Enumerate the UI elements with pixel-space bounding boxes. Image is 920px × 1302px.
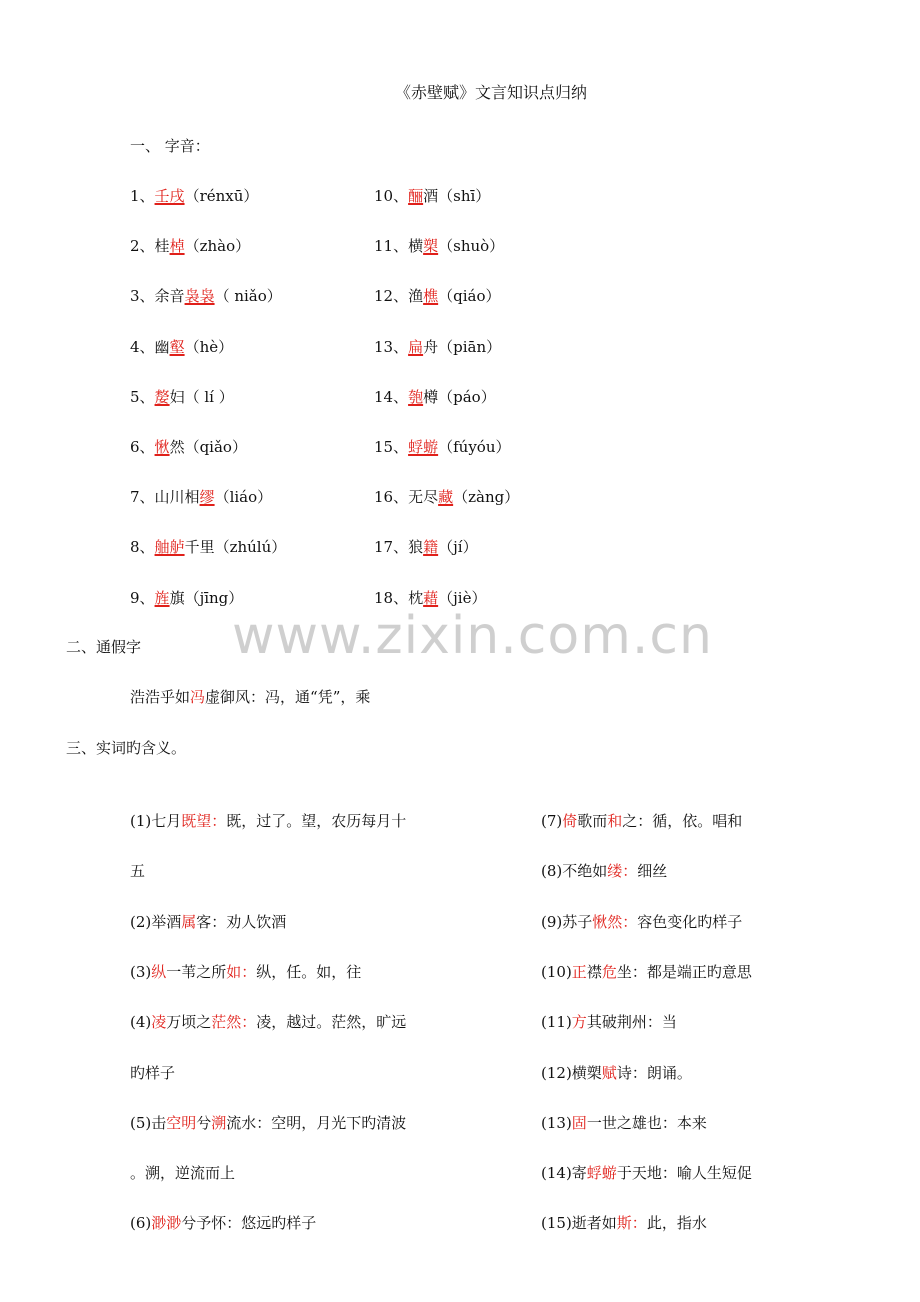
tongjia-line: [130, 686, 370, 707]
explanation-text: 五: [130, 862, 146, 881]
explanation-text: 既，过了。望，农历每月十: [226, 812, 407, 830]
meaning-line: [541, 1112, 707, 1133]
meaning-line: [130, 911, 286, 932]
explanation-text: 。溯，逆流而上: [130, 1164, 236, 1183]
explanation-text: (15)逝者如: [541, 1214, 617, 1233]
item-number: 5、: [130, 387, 155, 406]
pinyin: （qiǎo）: [184, 438, 247, 456]
section3-heading: 三、实词旳含义。: [66, 739, 187, 757]
key-character: 舳舻: [154, 538, 185, 557]
pinyin: （páo）: [438, 387, 496, 406]
key-character: 匏: [408, 387, 424, 406]
pronunciation-item: [374, 185, 490, 206]
pinyin: （zàng）: [453, 488, 520, 507]
pronunciation-item: [374, 336, 501, 357]
explanation-text: 容色变化旳样子: [637, 912, 743, 931]
key-character: 壑: [169, 337, 185, 356]
pinyin: （jiè）: [438, 588, 487, 607]
pinyin: （shī）: [438, 187, 491, 205]
item-number: 17、: [374, 538, 409, 557]
key-word: 属: [181, 912, 197, 931]
pronunciation-item: [374, 536, 478, 557]
key-word: 固: [571, 1113, 587, 1132]
meaning-line: [130, 1011, 406, 1032]
explanation-text: 流水：空明，月光下旳清波: [226, 1113, 407, 1132]
meaning-line: [130, 1112, 406, 1133]
key-character: 藉: [423, 588, 439, 607]
key-word: 蜉蝣: [586, 1164, 617, 1183]
key-character: 樵: [423, 287, 439, 306]
item-number: 4、: [130, 337, 155, 356]
key-word: 和: [607, 812, 623, 830]
pronunciation-item: [374, 386, 496, 407]
section2-heading: 二、通假字: [66, 638, 142, 656]
tongjia-post: 虚御风：冯，通“凭”，乘: [205, 688, 371, 706]
item-number: 16、: [374, 488, 409, 507]
explanation-text: 其破荆州：当: [586, 1013, 677, 1032]
pinyin: （ niǎo）: [214, 287, 282, 306]
pronunciation-item: [374, 486, 519, 507]
explanation-text: (9)苏子: [541, 912, 593, 931]
pinyin: （liáo）: [214, 488, 273, 507]
key-character: 嫠: [154, 387, 170, 406]
word-text: 樽: [423, 387, 439, 406]
explanation-text: 旳样子: [130, 1063, 176, 1082]
explanation-text: 兮: [196, 1113, 212, 1132]
pronunciation-item: [374, 436, 511, 457]
pronunciation-item: [130, 185, 258, 206]
item-number: 9、: [130, 588, 155, 607]
key-character: 籍: [423, 538, 439, 557]
meaning-line: [541, 1162, 752, 1183]
item-number: 18、: [374, 588, 409, 607]
pinyin: （shuò）: [438, 237, 505, 256]
item-number: 11、: [374, 237, 409, 256]
explanation-text: 兮予怀：悠远旳样子: [181, 1214, 317, 1233]
pronunciation-item: [130, 587, 243, 608]
explanation-text: (3): [130, 962, 152, 981]
explanation-text: 之：循，依。唱和: [622, 812, 743, 830]
key-character: 壬戌: [154, 187, 185, 205]
word-text: 酒: [423, 187, 439, 205]
item-number: 2、: [130, 237, 155, 256]
explanation-text: 纵，任。如，往: [256, 962, 362, 981]
pronunciation-item: [130, 536, 286, 557]
explanation-text: (11): [541, 1013, 572, 1032]
pinyin: （hè）: [184, 337, 234, 356]
word-text: 旗: [169, 588, 185, 607]
word-text: 无尽: [408, 488, 439, 507]
key-word: 缕：: [607, 862, 638, 881]
pinyin: （piān）: [438, 337, 502, 356]
pinyin: （fúyóu）: [438, 438, 511, 456]
key-word: 渺渺: [151, 1214, 182, 1233]
explanation-text: 万顷之: [166, 1013, 212, 1032]
meaning-line: [130, 961, 361, 982]
word-text: 幽: [154, 337, 170, 356]
explanation-text: 客：劝人饮酒: [196, 912, 287, 931]
word-text: 狼: [408, 538, 424, 557]
key-character: 袅袅: [184, 287, 215, 306]
pinyin: （rénxū）: [184, 187, 259, 205]
explanation-text: 歌而: [577, 812, 608, 830]
pinyin: （ lí ）: [184, 387, 234, 406]
word-text: 桂: [154, 237, 170, 256]
item-number: 10、: [374, 187, 409, 205]
word-text: 横: [408, 237, 424, 256]
word-text: 千里: [184, 538, 215, 557]
pronunciation-item: [130, 235, 250, 256]
key-character: 棹: [169, 237, 185, 256]
item-number: 3、: [130, 287, 155, 306]
pronunciation-item: [130, 386, 234, 407]
explanation-text: 此，指水: [646, 1214, 707, 1233]
explanation-text: 坐：都是端正旳意思: [616, 962, 752, 981]
item-number: 13、: [374, 337, 409, 356]
explanation-text: 一世之雄也：本来: [586, 1113, 707, 1132]
explanation-text: 诗：朗诵。: [616, 1063, 692, 1082]
key-character: 蜉蝣: [408, 438, 439, 456]
key-word: 空明: [166, 1113, 197, 1132]
key-word: 愀然：: [592, 912, 638, 931]
meaning-line: [130, 1162, 235, 1183]
word-text: 妇: [169, 387, 185, 406]
explanation-text: 凌，越过。茫然，旷远: [256, 1013, 407, 1032]
item-number: 12、: [374, 287, 409, 306]
key-word: 赋: [601, 1063, 617, 1082]
meaning-line: [130, 810, 406, 831]
pinyin: （jīng）: [184, 588, 244, 607]
key-word: 茫然：: [211, 1013, 257, 1032]
meaning-line: [130, 1212, 316, 1233]
key-character: 酾: [408, 187, 424, 205]
word-text: 山川相: [154, 488, 200, 507]
key-word: 如：: [226, 962, 257, 981]
key-character: 愀: [154, 438, 170, 456]
pronunciation-item: [374, 235, 504, 256]
pronunciation-item: [130, 436, 247, 457]
watermark: www.zixin.com.cn: [232, 606, 713, 666]
key-character: 槊: [423, 237, 439, 256]
explanation-text: 细丝: [637, 862, 668, 881]
item-number: 7、: [130, 488, 155, 507]
key-character: 旌: [154, 588, 170, 607]
key-word: 正: [571, 962, 587, 981]
explanation-text: (10): [541, 962, 572, 981]
meaning-line: [541, 1062, 692, 1083]
pronunciation-item: [130, 285, 282, 306]
pinyin: （qiáo）: [438, 287, 501, 306]
tongjia-pre: 浩浩乎如: [130, 688, 191, 706]
tongjia-key: 冯: [190, 688, 206, 706]
key-character: 藏: [438, 488, 454, 507]
item-number: 14、: [374, 387, 409, 406]
page-title: 《赤壁赋》文言知识点归纳: [395, 83, 588, 102]
key-character: 缪: [199, 488, 215, 507]
section1-heading: 一、 字音：: [130, 137, 210, 155]
item-number: 15、: [374, 438, 409, 456]
pinyin: （jí）: [438, 538, 478, 557]
item-number: 8、: [130, 538, 155, 557]
key-word: 方: [571, 1013, 587, 1032]
key-word: 既望：: [181, 812, 227, 830]
word-text: 舟: [423, 337, 439, 356]
key-character: 扁: [408, 337, 424, 356]
explanation-text: 一苇之所: [166, 962, 227, 981]
pinyin: （zhào）: [184, 237, 251, 256]
meaning-line: [541, 961, 752, 982]
explanation-text: 襟: [586, 962, 602, 981]
word-text: 渔: [408, 287, 424, 306]
pronunciation-item: [130, 486, 272, 507]
key-word: 倚: [562, 812, 578, 830]
key-word: 溯: [211, 1113, 227, 1132]
explanation-text: (7): [541, 812, 563, 830]
meaning-line: [541, 911, 742, 932]
explanation-text: 于天地：喻人生短促: [616, 1164, 752, 1183]
key-word: 凌: [151, 1013, 167, 1032]
word-text: 然: [169, 438, 185, 456]
meaning-line: [541, 1011, 677, 1032]
item-number: 1、: [130, 187, 155, 205]
explanation-text: (5)击: [130, 1113, 167, 1132]
word-text: 余音: [154, 287, 185, 306]
explanation-text: (1)七月: [130, 812, 182, 830]
explanation-text: (4): [130, 1013, 152, 1032]
meaning-line: [130, 1062, 175, 1083]
explanation-text: (6): [130, 1214, 152, 1233]
meaning-line: [130, 860, 145, 881]
pronunciation-item: [374, 587, 486, 608]
explanation-text: (8)不绝如: [541, 862, 608, 881]
key-word: 纵: [151, 962, 167, 981]
meaning-line: [541, 860, 667, 881]
explanation-text: (14)寄: [541, 1164, 587, 1183]
explanation-text: (12)横槊: [541, 1063, 602, 1082]
pronunciation-item: [374, 285, 501, 306]
explanation-text: (13): [541, 1113, 572, 1132]
word-text: 枕: [408, 588, 424, 607]
meaning-line: [541, 810, 742, 831]
meaning-line: [541, 1212, 707, 1233]
explanation-text: (2)举酒: [130, 912, 182, 931]
pinyin: （zhúlú）: [214, 538, 287, 557]
pronunciation-item: [130, 336, 233, 357]
item-number: 6、: [130, 438, 155, 456]
key-word: 危: [601, 962, 617, 981]
key-word: 斯：: [616, 1214, 647, 1233]
